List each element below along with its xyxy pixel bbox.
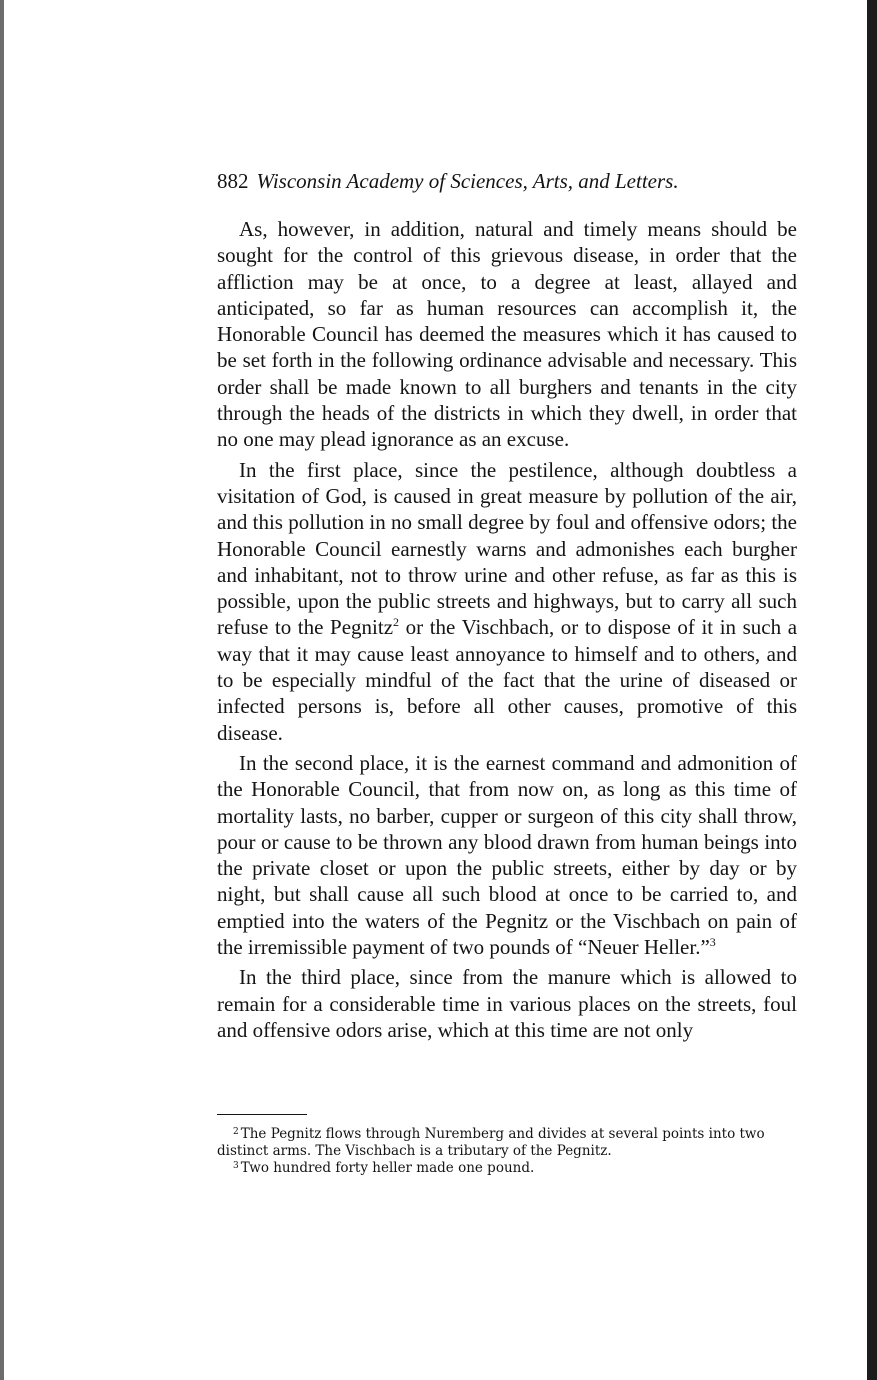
scan-edge-left	[0, 0, 4, 1380]
footnote-divider	[217, 1114, 307, 1115]
paragraph-2-text-before: In the first place, since the pestilence, although doubtless a visitation of God, is caused in great measure by pollution of the air, and this pollution in no small degree by foul and offensive odors; the Honorable Council earnestly warns and admonishes each burgher and inhabitant, not to throw urine and other refuse, as far as this is possible, upon the public streets and highways, but to carry all such refuse to the Pegnitz	[217, 457, 797, 640]
paragraph-2	[217, 457, 797, 746]
footnote-3	[217, 1160, 807, 1177]
page-number: 882	[217, 169, 249, 193]
paragraph-3	[217, 750, 797, 960]
footnotes	[217, 1126, 807, 1177]
footnote-2-text: The Pegnitz flows through Nuremberg and divides at several points into two distinct arms. The Vischbach is a tributary of the Pegnitz.	[217, 1126, 765, 1159]
paragraph-4-text: In the third place, since from the manure which is allowed to remain for a considerable time in various places on the streets, foul and offensive odors arise, which at this time are not only	[217, 965, 797, 1042]
body-text	[217, 216, 797, 1043]
footnote-ref-2: 2	[393, 615, 400, 630]
paragraph-4	[217, 964, 797, 1043]
footnote-3-mark: 3	[233, 1161, 239, 1171]
journal-title: Wisconsin Academy of Sciences, Arts, and Letters.	[256, 169, 679, 193]
paragraph-2-text-after: or the Vischbach, or to dispose of it in such a way that it may cause least annoyance to himself and to others, and to be especially mindful of the fact that the urine of diseased or infected persons is, before all other causes, promotive of this disease.	[217, 615, 798, 745]
footnote-ref-3: 3	[709, 935, 716, 950]
footnote-2	[217, 1126, 807, 1160]
scan-edge-right	[867, 0, 877, 1380]
running-header	[217, 167, 797, 195]
footnote-3-text: Two hundred forty heller made one pound.	[240, 1160, 535, 1176]
paragraph-1	[217, 216, 797, 453]
paragraph-3-text: In the second place, it is the earnest command and admonition of the Honorable Council, that from now on, as long as this time of mortality lasts, no barber, cupper or surgeon of this city shall throw, pour or cause to be thrown any blood drawn from human beings into the private closet or upon the public streets, either by day or by night, but shall cause all such blood at once to be carried to, and emptied into the waters of the Pegnitz or the Vischbach on pain of the irremissible payment of two pounds of “Neuer Heller.”	[217, 750, 797, 960]
footnote-2-mark: 2	[233, 1127, 239, 1137]
paragraph-1-text: As, however, in addition, natural and timely means should be sought for the control of this grievous disease, in order that the affliction may be at once, to a degree at least, allayed and anticipated, so far as human resources can accomplish it, the Honorable Council has deemed the measures which it has caused to be set forth in the following ordinance advisable and necessary. This order shall be made known to all burghers and tenants in the city through the heads of the districts in which they dwell, in order that no one may plead ignorance as an excuse.	[217, 217, 797, 452]
